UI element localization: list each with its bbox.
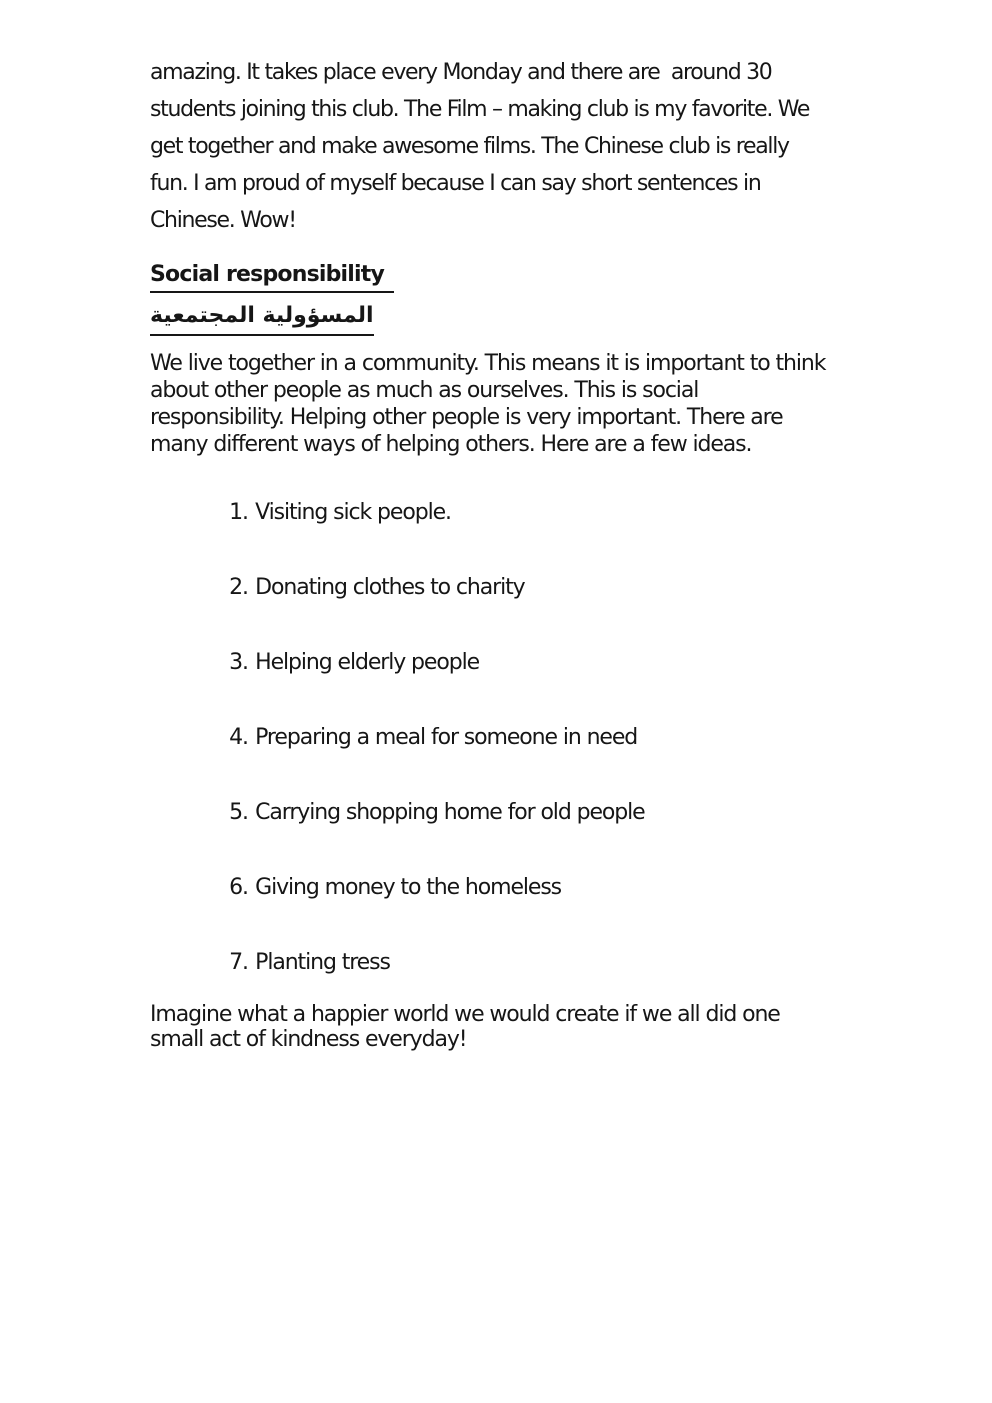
list-item (150, 775, 896, 850)
list-item-number: 3. (229, 650, 248, 675)
list-item-text: Planting tress (255, 950, 390, 975)
list-item (150, 700, 896, 775)
document-content (150, 54, 896, 1052)
list-item-number: 6. (229, 875, 248, 900)
paragraph-community-line: We live together in a community. This means it is important to think (150, 351, 826, 376)
closing-paragraph (150, 1002, 896, 1052)
list-item-number: 1. (229, 500, 248, 525)
list-item (150, 625, 896, 700)
list-item-number: 5. (229, 800, 248, 825)
list-item-text: Donating clothes to charity (255, 575, 525, 600)
list-item-text: Carrying shopping home for old people (255, 800, 645, 825)
paragraph-community-line: many different ways of helping others. Here are a few ideas. (150, 432, 752, 457)
list-item-number: 7. (229, 950, 248, 975)
list-item-number: 2. (229, 575, 248, 600)
list-item-text: Preparing a meal for someone in need (255, 725, 638, 750)
ideas-numbered-list (150, 475, 896, 1000)
paragraph-clubs (150, 54, 896, 239)
heading-social-responsibility-arabic (150, 300, 896, 336)
paragraph-clubs-line: get together and make awesome films. The Chinese club is really (150, 134, 789, 159)
paragraph-community-line: responsibility. Helping other people is very important. There are (150, 405, 783, 430)
list-item (150, 850, 896, 925)
closing-paragraph-line: small act of kindness everyday! (150, 1027, 467, 1052)
list-item (150, 550, 896, 625)
paragraph-community (150, 350, 896, 458)
paragraph-community-line: about other people as much as ourselves. This is social (150, 378, 699, 403)
paragraph-clubs-line: fun. I am proud of myself because I can say short sentences in (150, 171, 761, 196)
list-item-number: 4. (229, 725, 248, 750)
paragraph-clubs-line: amazing. It takes place every Monday and there are around 30 (150, 60, 772, 85)
heading-social-responsibility (150, 260, 896, 293)
list-item (150, 475, 896, 550)
paragraph-clubs-line: Chinese. Wow! (150, 208, 296, 233)
list-item (150, 925, 896, 1000)
paragraph-clubs-line: students joining this club. The Film – making club is my favorite. We (150, 97, 810, 122)
closing-paragraph-line: Imagine what a happier world we would create if we all did one (150, 1002, 780, 1027)
list-item-text: Visiting sick people. (255, 500, 451, 525)
list-item-text: Helping elderly people (255, 650, 480, 675)
heading-social-responsibility-arabic-text: المسؤولية المجتمعية (150, 300, 374, 336)
list-item-text: Giving money to the homeless (255, 875, 562, 900)
heading-social-responsibility-text: Social responsibility (150, 260, 394, 293)
